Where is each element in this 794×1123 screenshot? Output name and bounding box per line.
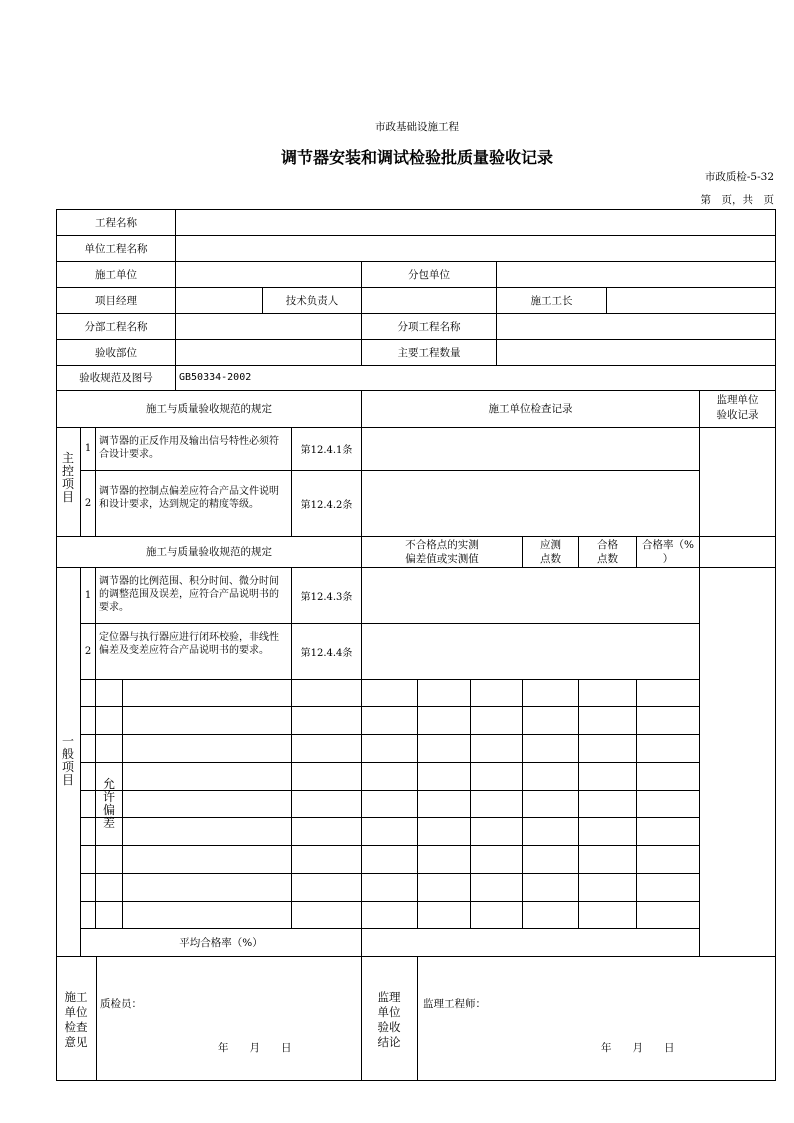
general-item-1-clause: 第12.4.3条 (300, 591, 353, 603)
unit-project-label: 单位工程名称 (84, 242, 148, 255)
contractor-label: 施工单位 (95, 268, 137, 281)
average-pass-rate-label: 平均合格率（%） (179, 937, 263, 949)
general-spec-header: 施工与质量验收规范的规定 (146, 546, 272, 558)
form-code: 市政质检-5-32 (704, 171, 774, 183)
pass-rate-header: 合格率（% ） (642, 539, 694, 565)
supervising-engineer-label: 监理工程师： (423, 998, 486, 1010)
pass-points-header: 合格 点数 (597, 539, 618, 565)
general-item-1-no: 1 (84, 589, 92, 601)
main-item-2-no: 2 (84, 497, 92, 509)
project-name-label: 工程名称 (95, 216, 137, 229)
location-label: 验收部位 (95, 346, 137, 359)
main-control-label: 主控项目 (61, 451, 74, 504)
main-item-2-text: 调节器的控制点偏差应符合产品文件说明和设计要求，达到规定的精度等级。 (99, 486, 279, 510)
division-label: 分部工程名称 (84, 320, 148, 333)
contractor-opinion-label: 施工单位检查意见 (64, 990, 88, 1049)
page-title: 调节器安装和调试检验批质量验收记录 (280, 148, 553, 167)
standard-label: 验收规范及图号 (79, 372, 153, 384)
main-spec-header: 施工与质量验收规范的规定 (146, 403, 272, 415)
document-category: 市政基础设施工程 (375, 121, 459, 133)
supervisor-record-header: 监理单位 验收记录 (716, 394, 759, 421)
general-item-2-clause: 第12.4.4条 (300, 647, 353, 659)
page-count: 第 页，共 页 (700, 194, 774, 206)
tolerance-label: 允许偏差 (102, 777, 115, 830)
standard-value: GB50334-2002 (179, 372, 252, 383)
quality-inspector-label: 质检员： (100, 998, 142, 1010)
measured-values-header: 不合格点的实测 偏差值或实测值 (405, 539, 479, 565)
subitem-label: 分项工程名称 (397, 320, 461, 333)
main-item-2-clause: 第12.4.2条 (300, 499, 353, 511)
project-manager-label: 项目经理 (95, 294, 137, 307)
general-item-2-no: 2 (84, 645, 92, 657)
main-item-1-text: 调节器的正反作用及输出信号特性必须符合设计要求。 (99, 436, 279, 460)
main-item-1-no: 1 (84, 443, 92, 454)
tech-lead-label: 技术负责人 (285, 294, 339, 307)
main-item-1-clause: 第12.4.1条 (300, 445, 353, 456)
general-item-1-text: 调节器的比例范围、积分时间、微分时间的调整范围及误差，应符合产品说明书的要求。 (99, 576, 279, 613)
foreman-label: 施工工长 (530, 294, 573, 307)
contractor-date: 年 月 日 (218, 1042, 292, 1054)
supervisor-conclusion-label: 监理单位验收结论 (377, 990, 401, 1049)
general-item-2-text: 定位器与执行器应进行闭环校验，非线性偏差及变差应符合产品说明书的要求。 (99, 632, 279, 656)
subcontractor-label: 分包单位 (408, 268, 450, 281)
supervisor-date: 年 月 日 (601, 1042, 675, 1054)
general-items-label: 一般项目 (61, 734, 74, 787)
quantity-label: 主要工程数量 (397, 346, 461, 359)
main-check-header: 施工单位检查记录 (488, 403, 573, 415)
should-measure-header: 应测 点数 (540, 539, 561, 565)
